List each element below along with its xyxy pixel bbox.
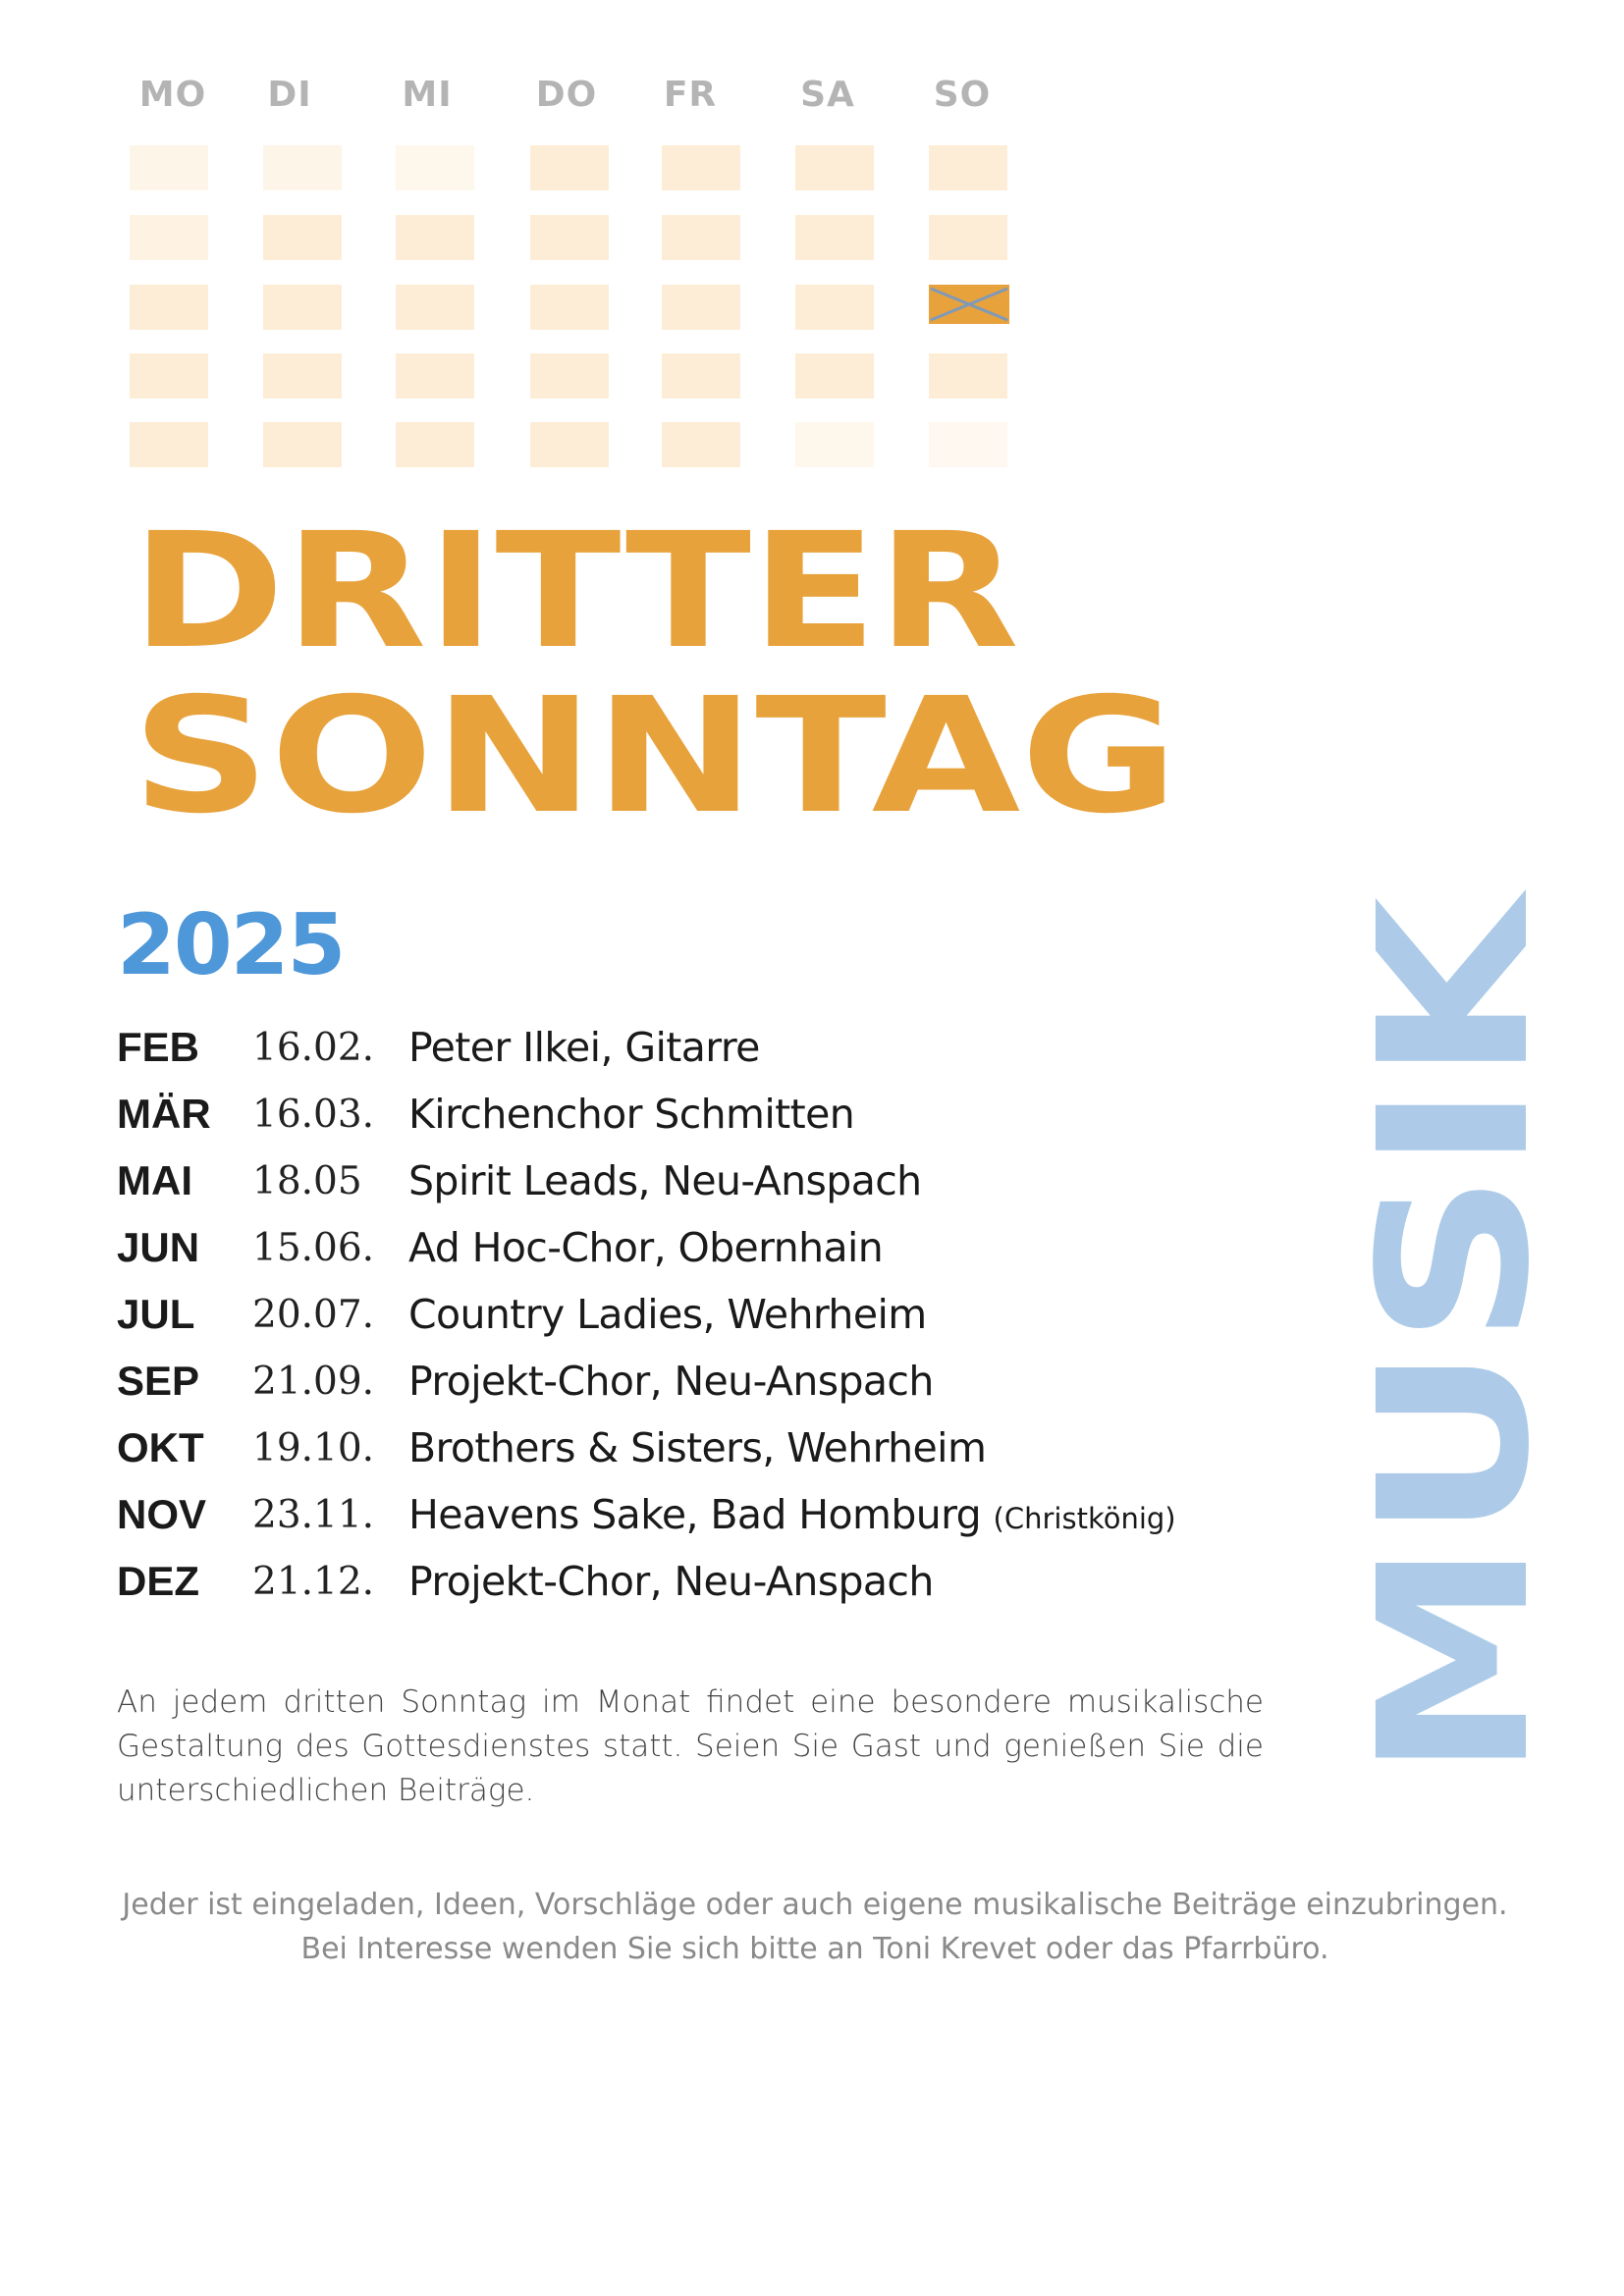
schedule-performer bbox=[408, 1024, 760, 1071]
schedule-date: 15.06. bbox=[252, 1226, 375, 1270]
calendar-cell bbox=[396, 285, 474, 330]
calendar-cell bbox=[795, 353, 874, 399]
calendar-cell bbox=[130, 215, 208, 260]
schedule-performer bbox=[408, 1491, 1176, 1538]
calendar-cell bbox=[263, 353, 342, 399]
calendar-cell bbox=[130, 285, 208, 330]
calendar-cell bbox=[795, 145, 874, 190]
performer-name: Kirchenchor Schmitten bbox=[408, 1091, 855, 1138]
calendar-cell bbox=[662, 145, 740, 190]
performer-name: Projekt-Chor, Neu-Anspach bbox=[408, 1558, 934, 1605]
schedule-date: 21.12. bbox=[252, 1560, 375, 1604]
cross-icon bbox=[929, 285, 1009, 324]
year-heading: 2025 bbox=[117, 896, 345, 994]
side-word-musik: MUSIK bbox=[1334, 896, 1575, 1780]
calendar-cell bbox=[396, 145, 474, 190]
description-paragraph: An jedem dritten Sonntag im Monat findet eine besondere musikalische Gestaltung des Gottesdienstes statt. Seien Sie Gast und genießen Sie die unterschiedlichen Beiträge. bbox=[117, 1684, 1264, 1808]
calendar-cell bbox=[662, 215, 740, 260]
calendar-cell bbox=[530, 353, 609, 399]
schedule-performer bbox=[408, 1358, 934, 1405]
schedule-month: MÄR bbox=[117, 1091, 211, 1137]
schedule-month: JUN bbox=[117, 1224, 200, 1270]
schedule-performer bbox=[408, 1424, 986, 1471]
calendar-cell bbox=[396, 353, 474, 399]
calendar-cell-marked bbox=[929, 285, 1009, 324]
performer-name: Country Ladies, Wehrheim bbox=[408, 1291, 927, 1338]
calendar-cell bbox=[530, 422, 609, 467]
schedule-month: NOV bbox=[117, 1491, 207, 1537]
performer-name: Brothers & Sisters, Wehrheim bbox=[408, 1424, 987, 1471]
calendar-cell bbox=[795, 422, 874, 467]
calendar-cell bbox=[530, 215, 609, 260]
calendar-cell bbox=[929, 353, 1007, 399]
calendar-cell bbox=[130, 422, 208, 467]
calendar-cell bbox=[530, 145, 609, 190]
schedule-date: 18.05 bbox=[252, 1159, 362, 1203]
schedule-date: 21.09. bbox=[252, 1360, 375, 1404]
performer-name: Projekt-Chor, Neu-Anspach bbox=[408, 1358, 934, 1405]
performer-note: (Christkönig) bbox=[993, 1502, 1176, 1535]
weekday-label-so: SO bbox=[933, 75, 992, 115]
calendar-cell bbox=[795, 285, 874, 330]
schedule-month: OKT bbox=[117, 1424, 204, 1470]
schedule-date: 20.07. bbox=[252, 1293, 375, 1337]
calendar-cell bbox=[662, 285, 740, 330]
schedule-month: DEZ bbox=[117, 1558, 199, 1604]
weekday-label-fr: FR bbox=[663, 75, 718, 115]
title-line-1: DRITTER bbox=[132, 500, 1019, 684]
schedule-date: 16.02. bbox=[252, 1026, 375, 1070]
schedule-month: MAI bbox=[117, 1157, 192, 1203]
schedule-month: FEB bbox=[117, 1024, 199, 1070]
calendar-cell bbox=[263, 422, 342, 467]
calendar-cell bbox=[396, 215, 474, 260]
schedule-date: 19.10. bbox=[252, 1426, 375, 1470]
weekday-label-sa: SA bbox=[800, 75, 855, 115]
schedule-performer bbox=[408, 1091, 854, 1138]
calendar-cell bbox=[530, 285, 609, 330]
schedule-month: SEP bbox=[117, 1358, 200, 1404]
performer-name: Ad Hoc-Chor, Obernhain bbox=[408, 1224, 884, 1271]
title-line-2: SONNTAG bbox=[132, 665, 1178, 849]
calendar-cell bbox=[263, 145, 342, 190]
schedule-performer bbox=[408, 1224, 883, 1271]
calendar-cell bbox=[929, 215, 1007, 260]
schedule-date: 16.03. bbox=[252, 1093, 375, 1137]
performer-name: Peter Ilkei, Gitarre bbox=[408, 1024, 760, 1071]
invitation-note: Jeder ist eingeladen, Ideen, Vorschläge oder auch eigene musikalische Beiträge einzubringen. Bei Interesse wenden Sie sich bitte an Toni Krevet oder das Pfarrbüro. bbox=[122, 1888, 1508, 1966]
calendar-cell bbox=[396, 422, 474, 467]
performer-name: Heavens Sake, Bad Homburg bbox=[408, 1491, 982, 1538]
schedule-performer bbox=[408, 1291, 927, 1338]
calendar-cell bbox=[263, 215, 342, 260]
schedule-month: JUL bbox=[117, 1291, 195, 1337]
weekday-label-mo: MO bbox=[138, 75, 207, 115]
calendar-cell bbox=[130, 145, 208, 190]
schedule-performer bbox=[408, 1157, 922, 1204]
schedule-performer bbox=[408, 1558, 934, 1605]
calendar-cell bbox=[662, 353, 740, 399]
calendar-cell bbox=[929, 145, 1007, 190]
weekday-label-di: DI bbox=[267, 75, 312, 115]
weekday-label-do: DO bbox=[535, 75, 598, 115]
calendar-cell bbox=[263, 285, 342, 330]
calendar-cell bbox=[130, 353, 208, 399]
performer-name: Spirit Leads, Neu-Anspach bbox=[408, 1157, 922, 1204]
calendar-cell bbox=[929, 422, 1007, 467]
calendar-cell bbox=[662, 422, 740, 467]
weekday-label-mi: MI bbox=[402, 75, 453, 115]
schedule-date: 23.11. bbox=[252, 1493, 375, 1537]
calendar-cell bbox=[795, 215, 874, 260]
